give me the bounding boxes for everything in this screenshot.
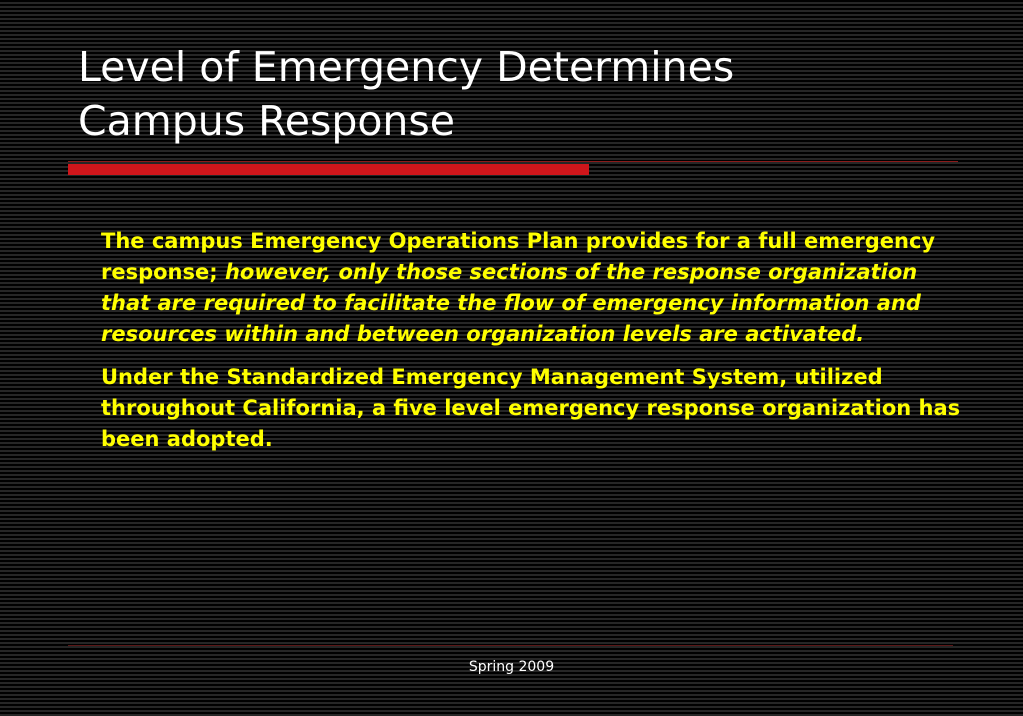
- slide-title: [78, 40, 978, 148]
- paragraph-1-italic: however, only those sections of the response organization that are required to facilitate the flow of emergency information and resources within and between organization levels are activated.: [101, 260, 921, 346]
- title-divider-line: [68, 161, 958, 162]
- footer-divider-line: [68, 645, 953, 646]
- slide-title-line-1: Level of Emergency Determines: [78, 43, 735, 91]
- slide-title-line-2: Campus Response: [78, 97, 456, 145]
- slide-footer: Spring 2009: [468, 659, 555, 675]
- slide-body: [101, 226, 961, 467]
- paragraph-1-plain: The campus Emergency Operations Plan provides for a full emergency response;: [101, 229, 936, 284]
- paragraph-2: Under the Standardized Emergency Management System, utilized throughout California, a five level emergency response organization has been adopted.: [101, 365, 961, 451]
- paragraph-1: [101, 226, 961, 350]
- title-accent-bar: [68, 164, 589, 175]
